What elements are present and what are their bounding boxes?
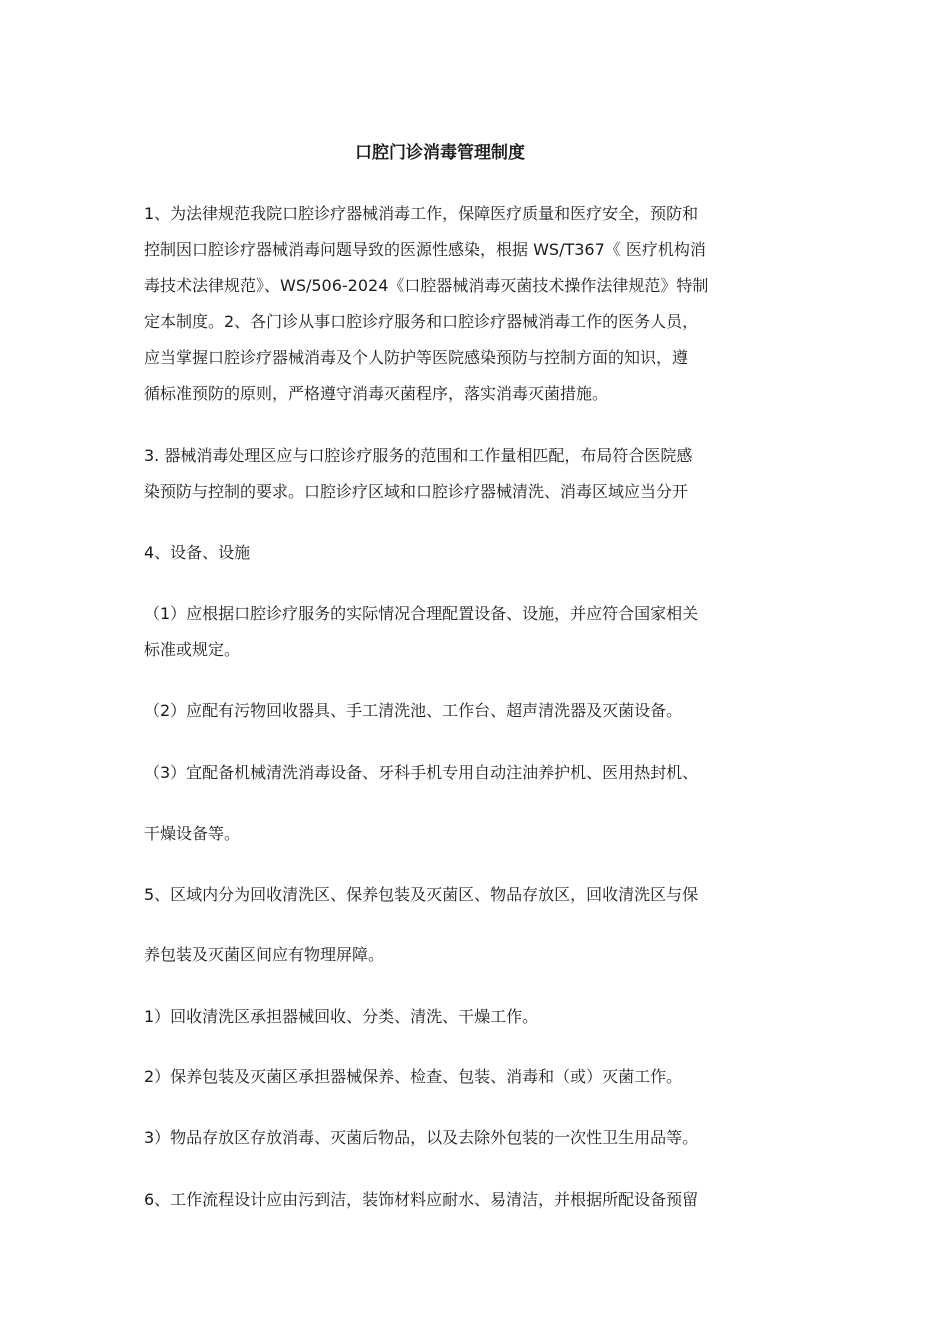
text-line: （2）应配有污物回收器具、手工清洗池、工作台、超声清洗器及灭菌设备。 — [144, 701, 683, 720]
paragraph-12 — [144, 1120, 809, 1156]
text-line: 标准或规定。 — [144, 640, 241, 659]
text-line: 循标准预防的原则，严格遵守消毒灭菌程序，落实消毒灭菌措施。 — [144, 384, 609, 403]
text-line: 3）物品存放区存放消毒、灭菌后物品，以及去除外包装的一次性卫生用品等。 — [144, 1128, 699, 1147]
paragraph-8 — [144, 877, 809, 913]
document-title: 口腔门诊消毒管理制度 — [355, 143, 525, 163]
text-line: 3. 器械消毒处理区应与口腔诊疗服务的范围和工作量相匹配，布局符合医院感 — [144, 446, 693, 465]
paragraph-9 — [144, 937, 809, 973]
text-line: （1）应根据口腔诊疗服务的实际情况合理配置设备、设施，并应符合国家相关 — [144, 604, 699, 623]
text-line: 毒技术法律规范》、WS/506-2024《口腔器械消毒灭菌技术操作法律规范》特制 — [144, 276, 709, 295]
paragraph-3 — [144, 535, 809, 571]
text-line: 1）回收清洗区承担器械回收、分类、清洗、干燥工作。 — [144, 1007, 539, 1026]
text-line: 5、区域内分为回收清洗区、保养包装及灭菌区、物品存放区，回收清洗区与保 — [144, 885, 699, 904]
text-line: 应当掌握口腔诊疗器械消毒及个人防护等医院感染预防与控制方面的知识，遵 — [144, 348, 689, 367]
paragraph-2 — [144, 438, 809, 510]
text-line: 6、工作流程设计应由污到洁，装饰材料应耐水、易清洁，并根据所配设备预留 — [144, 1190, 699, 1209]
paragraph-7 — [144, 816, 809, 852]
text-line: 控制因口腔诊疗器械消毒问题导致的医源性感染，根据 WS/T367《 医疗机构消 — [144, 240, 706, 259]
text-line: 养包装及灭菌区间应有物理屏障。 — [144, 945, 385, 964]
text-line: 染预防与控制的要求。口腔诊疗区域和口腔诊疗器械清洗、消毒区域应当分开 — [144, 482, 689, 501]
paragraph-6 — [144, 755, 809, 791]
paragraph-1 — [144, 196, 809, 412]
text-line: 4、设备、设施 — [144, 543, 251, 562]
text-line: 定本制度。2、各门诊从事口腔诊疗服务和口腔诊疗器械消毒工作的医务人员， — [144, 312, 699, 331]
text-line: （3）宜配备机械清洗消毒设备、牙科手机专用自动注油养护机、医用热封机、 — [144, 763, 699, 782]
paragraph-13 — [144, 1182, 809, 1218]
paragraph-5 — [144, 693, 809, 729]
text-line: 干燥设备等。 — [144, 824, 241, 843]
text-line: 1、为法律规范我院口腔诊疗器械消毒工作，保障医疗质量和医疗安全，预防和 — [144, 204, 699, 223]
text-line: 2）保养包装及灭菌区承担器械保养、检查、包装、消毒和（或）灭菌工作。 — [144, 1067, 683, 1086]
paragraph-11 — [144, 1059, 809, 1095]
paragraph-4 — [144, 596, 809, 668]
paragraph-10 — [144, 999, 809, 1035]
